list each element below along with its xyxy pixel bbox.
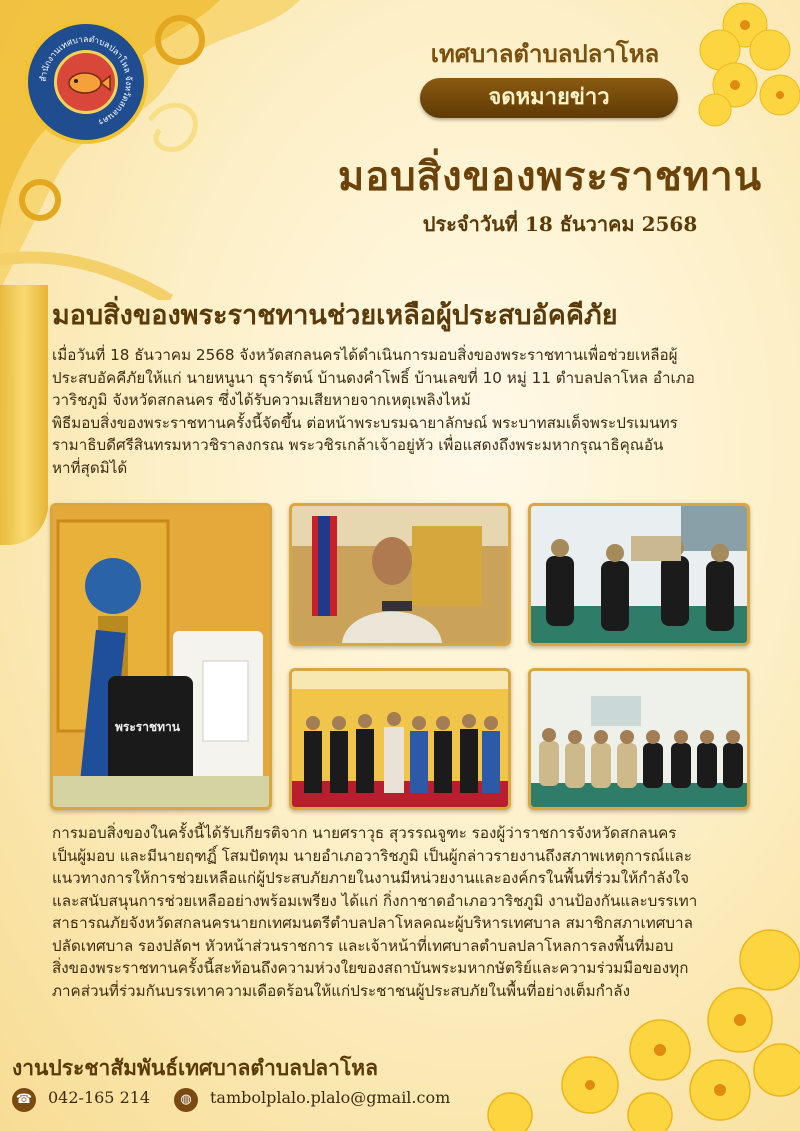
intro-line: ประสบอัคคีภัยให้แก่ นายหนูนา ธุรารัตน์ บ้านดงคำโพธิ์ บ้านเลขที่ 10 หมู่ 11 ตำบลปลาโหล อำเภอ: [52, 368, 695, 387]
phone-number[interactable]: 042-165 214: [48, 1088, 151, 1107]
photo-audience: [528, 668, 750, 810]
intro-line: รามาธิบดีศรีสินทรมหาวชิราลงกรณ พระวชิรเกล้าเจ้าอยู่หัว เพื่อแสดงถึงพระมหากรุณาธิคุณอัน: [52, 436, 664, 454]
flower-decoration-top: [690, 0, 800, 140]
organization-name: เทศบาลตำบลปลาโหล: [430, 39, 660, 68]
body-line: สิ่งของพระราชทานครั้งนี้สะท้อนถึงความห่วงใยของสถาบันพระมหากษัตริย์และความร่วมมือของทุก: [52, 959, 689, 977]
globe-icon: ◍: [174, 1088, 198, 1112]
footer-title: งานประชาสัมพันธ์เทศบาลตำบลปลาโหล: [12, 1056, 378, 1080]
body-line: แนวทางการให้การช่วยเหลือแก่ผู้ประสบภัยภายในงานมีหน่วยงานและองค์กรในพื้นที่ร่วมให้กำลังใจ: [52, 869, 689, 887]
photo-donated-items: [50, 503, 272, 810]
article-headline: มอบสิ่งของพระราชทานช่วยเหลือผู้ประสบอัคคีภัย: [52, 300, 618, 331]
phone-icon: ☎: [12, 1088, 36, 1112]
photo-group-standing: [289, 668, 511, 810]
logo-text: สำนักงานเทศบาลตำบลปลาโหล จังหวัดสกลนคร: [38, 34, 134, 127]
municipality-logo: [24, 20, 148, 144]
issue-date: ประจำวันที่ 18 ธันวาคม 2568: [422, 212, 698, 236]
body-line: สาธารณภัยจังหวัดสกลนครนายกเทศมนตรีตำบลปลาโหลคณะผู้บริหารเทศบาล สมาชิกสภาเทศบาล: [52, 914, 693, 932]
article-intro: [52, 344, 758, 479]
body-line: ภาคส่วนที่ร่วมกันบรรเทาความเดือดร้อนให้แก่ประชาชนผู้ประสบภัยในพื้นที่อย่างเต็มกำลัง: [52, 981, 631, 1000]
bag-label: พระราชทาน: [115, 720, 180, 734]
body-line: ปลัดเทศบาล รองปลัดฯ หัวหน้าส่วนราชการ และเจ้าหน้าที่เทศบาลตำบลปลาโหลการลงพื้นที่มอบ: [52, 936, 674, 955]
intro-line: วาริชภูมิ จังหวัดสกลนคร ซึ่งได้รับความเสียหายจากเหตุเพลิงไหม้: [52, 391, 471, 409]
intro-line: หาที่สุดมิได้: [52, 458, 128, 477]
photo-speaker: [289, 503, 511, 646]
body-line: และสนับสนุนการช่วยเหลืออย่างพร้อมเพรียง ได้แก่ กิ่งกาชาดอำเภอวาริชภูมิ งานป้องกันและบรรเทา: [52, 891, 698, 910]
intro-line: พิธีมอบสิ่งของพระราชทานครั้งนี้จัดขึ้น ต่อหน้าพระบรมฉายาลักษณ์ พระบาทสมเด็จพระปรเมนทร: [52, 413, 678, 432]
intro-line: เมื่อวันที่ 18 ธันวาคม 2568 จังหวัดสกลนครได้ดำเนินการมอบสิ่งของพระราชทานเพื่อช่วยเหลือผู้: [52, 346, 678, 364]
photo-recipients-seated: [528, 503, 750, 646]
decorative-curtain: [0, 285, 48, 545]
email-address[interactable]: tambolplalo.plalo@gmail.com: [210, 1088, 451, 1107]
page-title: มอบสิ่งของพระราชทาน: [337, 153, 763, 200]
body-line: การมอบสิ่งของในครั้งนี้ได้รับเกียรติจาก นายศราวุธ สุวรรณจูฑะ รองผู้ว่าราชการจังหวัดสกลนคร: [52, 824, 677, 842]
newsletter-badge: จดหมายข่าว: [420, 78, 678, 118]
body-line: เป็นผู้มอบ และมีนายฤฑฏิ์ โสมปัดทุม นายอำเภอวาริชภูมิ เป็นผู้กล่าวรายงานถึงสภาพเหตุการณ์และ: [52, 846, 692, 865]
fish-emblem-icon: [54, 50, 118, 114]
flower-decoration-bottom: [440, 900, 800, 1131]
